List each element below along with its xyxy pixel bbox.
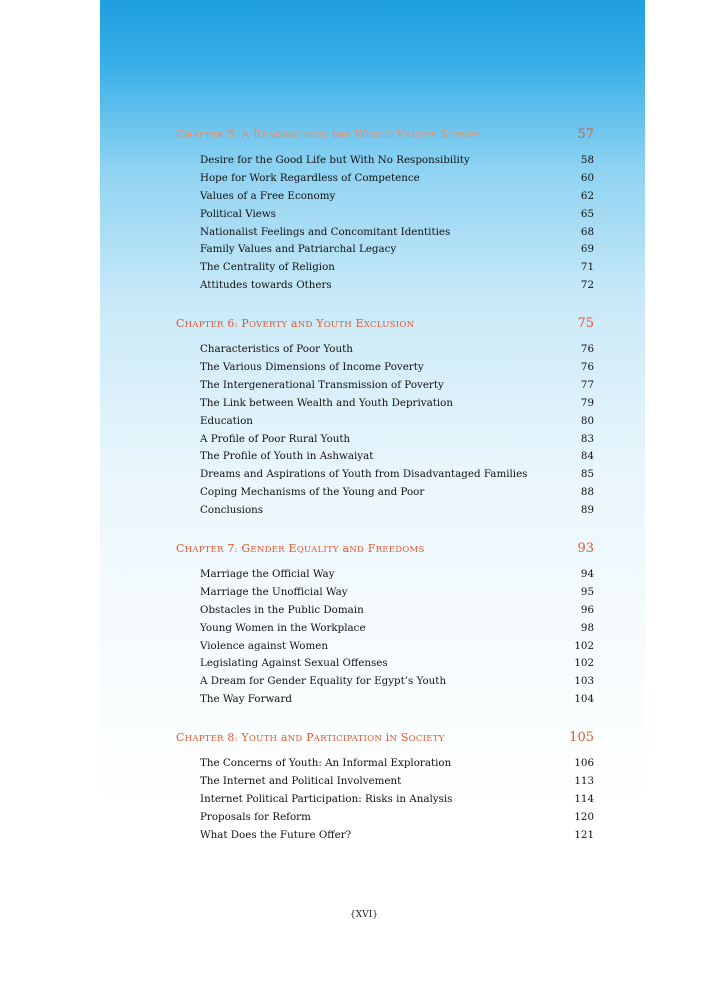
entry-page: 71 xyxy=(580,261,594,274)
toc-entry[interactable] xyxy=(176,152,594,170)
entry-page: 103 xyxy=(574,675,594,688)
entry-title: Marriage the Unofficial Way xyxy=(200,585,348,598)
entry-title: What Does the Future Offer? xyxy=(200,828,352,841)
chapter-title: CHAPTER 6: POVERTY aND YOUTH EXCLUSION xyxy=(176,317,415,331)
toc-entry[interactable] xyxy=(176,673,594,691)
entry-title: Education xyxy=(200,414,253,427)
toc-entry[interactable] xyxy=(176,566,594,584)
entry-title: A Profile of Poor Rural Youth xyxy=(200,432,351,445)
entry-title: The Internet and Political Involvement xyxy=(200,775,402,788)
toc-entry[interactable] xyxy=(176,827,594,845)
entry-title: Obstacles in the Public Domain xyxy=(200,603,364,616)
toc-entry[interactable] xyxy=(176,241,594,259)
entry-title: Nationalist Feelings and Concomitant Identities xyxy=(200,225,451,238)
entry-page: 76 xyxy=(580,343,594,356)
chapter-heading[interactable] xyxy=(176,728,594,755)
entry-page: 89 xyxy=(580,504,594,517)
entry-page: 121 xyxy=(574,828,594,841)
toc-entry[interactable] xyxy=(176,691,594,709)
toc-entry[interactable] xyxy=(176,259,594,277)
toc-entry[interactable] xyxy=(176,188,594,206)
chapter-heading[interactable] xyxy=(176,539,594,566)
toc-entry[interactable] xyxy=(176,359,594,377)
entry-title: Marriage the Official Way xyxy=(200,568,335,581)
entry-page: 94 xyxy=(580,568,594,581)
entry-title: Internet Political Participation: Risks in Analysis xyxy=(200,792,453,805)
chapter-page: 93 xyxy=(577,541,594,557)
entry-page: 84 xyxy=(580,450,594,463)
entry-page: 80 xyxy=(580,414,594,427)
entry-title: Desire for the Good Life but With No Responsibility xyxy=(200,154,470,166)
entry-title: The Concerns of Youth: An Informal Exploration xyxy=(200,757,452,770)
entry-title: The Way Forward xyxy=(200,693,292,706)
toc-entry[interactable] xyxy=(176,206,594,224)
entry-page: 102 xyxy=(574,639,594,652)
toc-entry[interactable] xyxy=(176,413,594,431)
chapter-page: 57 xyxy=(577,127,594,142)
entry-title: Conclusions xyxy=(200,504,264,517)
toc-entry[interactable] xyxy=(176,773,594,791)
entry-page: 76 xyxy=(580,361,594,374)
entry-page: 60 xyxy=(580,171,594,184)
toc-entry[interactable] xyxy=(176,502,594,520)
entry-page: 58 xyxy=(580,154,594,166)
entry-title: The Various Dimensions of Income Poverty xyxy=(200,361,424,374)
toc-entry[interactable] xyxy=(176,638,594,656)
entry-page: 98 xyxy=(580,621,594,634)
chapter-title: CHAPTER 7: GENDER EQUALITY aND FREEDOMS xyxy=(176,542,425,556)
chapter-page: 75 xyxy=(577,316,594,332)
toc-entry[interactable] xyxy=(176,224,594,242)
entry-title: Hope for Work Regardless of Competence xyxy=(200,171,420,184)
entry-page: 120 xyxy=(574,810,594,823)
section-spacer xyxy=(176,520,594,539)
toc-entry[interactable] xyxy=(176,620,594,638)
entry-page: 85 xyxy=(580,468,594,481)
toc-entry[interactable] xyxy=(176,791,594,809)
entry-title: The Centrality of Religion xyxy=(200,261,335,274)
entry-title: A Dream for Gender Equality for Egypt’s Youth xyxy=(200,675,447,688)
toc-entry[interactable] xyxy=(176,448,594,466)
entry-page: 62 xyxy=(580,189,594,202)
entry-page: 96 xyxy=(580,603,594,616)
entry-page: 95 xyxy=(580,585,594,598)
toc-entry[interactable] xyxy=(176,341,594,359)
entry-page: 83 xyxy=(580,432,594,445)
entry-title: The Profile of Youth in Ashwaiyat xyxy=(200,450,374,463)
entry-page: 72 xyxy=(580,279,594,292)
entry-title: Violence against Women xyxy=(200,639,328,652)
chapter-title: CHAPTER 5: A READING iNTO tHE WORLD VALUES SURVEY xyxy=(176,128,481,141)
chapter-title: CHAPTER 8: YOUTH aND PARTICIPATION iN SOCIETY xyxy=(176,731,445,745)
entry-title: Political Views xyxy=(200,207,276,220)
entry-title: Proposals for Reform xyxy=(200,810,311,823)
toc-entry[interactable] xyxy=(176,377,594,395)
toc-entry[interactable] xyxy=(176,466,594,484)
entry-page: 68 xyxy=(580,225,594,238)
entry-page: 69 xyxy=(580,243,594,256)
toc-entry[interactable] xyxy=(176,277,594,295)
entry-page: 113 xyxy=(574,775,594,788)
entry-page: 88 xyxy=(580,486,594,499)
entry-title: The Link between Wealth and Youth Deprivation xyxy=(200,396,453,409)
entry-page: 114 xyxy=(574,792,594,805)
toc-entry[interactable] xyxy=(176,809,594,827)
toc-entry[interactable] xyxy=(176,395,594,413)
entry-title: Young Women in the Workplace xyxy=(200,621,366,634)
table-of-contents xyxy=(176,125,594,845)
toc-entry[interactable] xyxy=(176,755,594,773)
entry-page: 104 xyxy=(574,693,594,706)
entry-page: 65 xyxy=(580,207,594,220)
toc-entry[interactable] xyxy=(176,655,594,673)
toc-entry[interactable] xyxy=(176,170,594,188)
entry-title: The Intergenerational Transmission of Poverty xyxy=(200,378,444,391)
entry-page: 79 xyxy=(580,396,594,409)
chapter-page: 105 xyxy=(569,730,594,746)
entry-title: Family Values and Patriarchal Legacy xyxy=(200,243,397,256)
toc-entry[interactable] xyxy=(176,584,594,602)
toc-entry[interactable] xyxy=(176,431,594,449)
entry-page: 106 xyxy=(574,757,594,770)
section-spacer xyxy=(176,295,594,314)
chapter-heading[interactable] xyxy=(176,314,594,341)
chapter-heading[interactable] xyxy=(176,125,594,152)
section-spacer xyxy=(176,709,594,728)
toc-entry[interactable] xyxy=(176,602,594,620)
entry-title: Legislating Against Sexual Offenses xyxy=(200,657,388,670)
toc-entry[interactable] xyxy=(176,484,594,502)
entry-title: Attitudes towards Others xyxy=(200,279,332,292)
entry-page: 102 xyxy=(574,657,594,670)
entry-title: Dreams and Aspirations of Youth from Disadvantaged Families xyxy=(200,468,528,481)
entry-title: Coping Mechanisms of the Young and Poor xyxy=(200,486,425,499)
entry-title: Values of a Free Economy xyxy=(200,189,336,202)
entry-title: Characteristics of Poor Youth xyxy=(200,343,353,356)
entry-page: 77 xyxy=(580,378,594,391)
page-number: {XVI} xyxy=(350,910,378,920)
